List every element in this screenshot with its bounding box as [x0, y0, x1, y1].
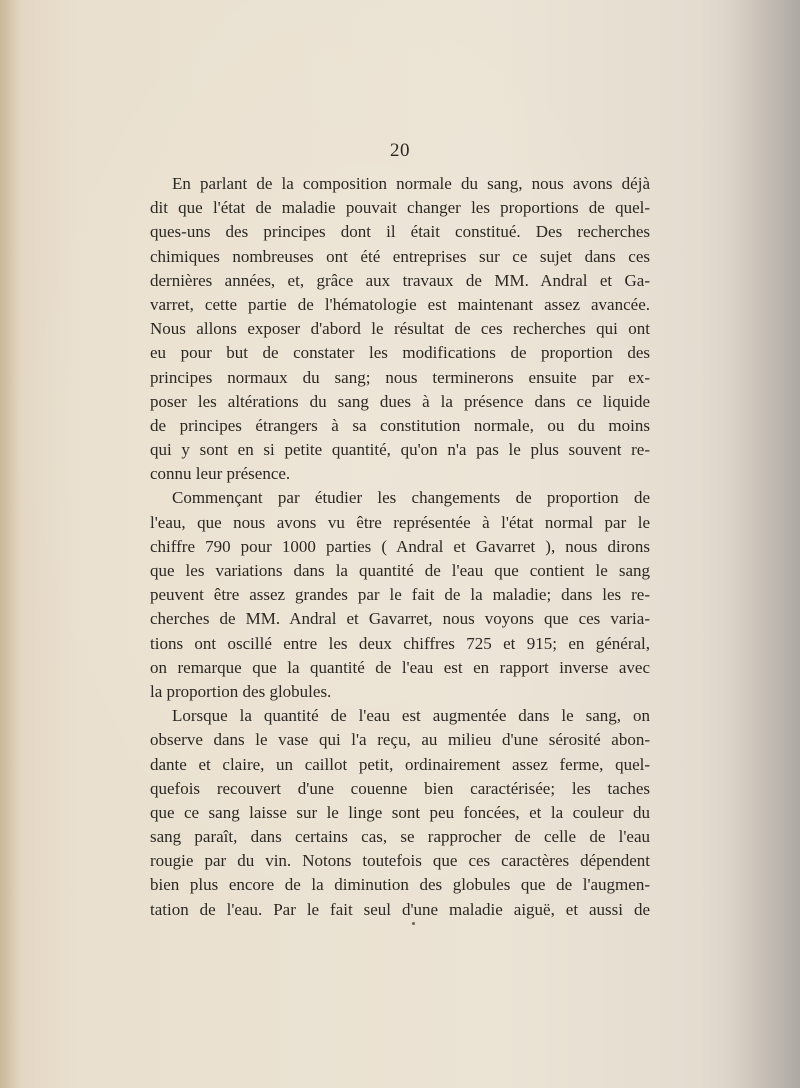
text-line: principes normaux du sang; nous terminerons ensuite par ex- [150, 367, 650, 387]
text-line: dit que l'état de maladie pouvait changer les proportions de quel- [150, 198, 650, 218]
text-line: rougie par du vin. Notons toutefois que ces caractères dépendent [150, 851, 650, 871]
page-spine-shadow [730, 0, 800, 1088]
text-line: ques-uns des principes dont il était constitué. Des recherches [150, 222, 650, 242]
text-line: Lorsque la quantité de l'eau est augmentée dans le sang, on [172, 706, 650, 726]
text-line: connu leur présence. [150, 464, 291, 484]
print-speck [412, 922, 415, 925]
text-line: sang paraît, dans certains cas, se rapprocher de celle de l'eau [150, 827, 650, 847]
text-line: En parlant de la composition normale du sang, nous avons déjà [172, 174, 650, 193]
text-line: que les variations dans la quantité de l'eau que contient le sang [150, 561, 650, 580]
text-line: quefois recouvert d'une couenne bien caractérisée; les taches [150, 778, 650, 798]
page-number: 20 [390, 140, 410, 161]
text-line: la proportion des globules. [150, 681, 332, 701]
text-line: dante et claire, un caillot petit, ordinairement assez ferme, quel- [150, 754, 650, 774]
text-line: on remarque que la quantité de l'eau est en rapport inverse avec [150, 657, 650, 677]
text-line: de principes étrangers à sa constitution normale, ou du moins [150, 415, 650, 435]
text-line: poser les altérations du sang dues à la présence dans ce liquide [150, 391, 650, 411]
text-line: chimiques nombreuses ont été entreprises sur ce sujet dans ces [150, 246, 650, 266]
text-line: eu pour but de constater les modifications de proportion des [150, 343, 650, 363]
body-text [150, 172, 650, 922]
text-line: Nous allons exposer d'abord le résultat de ces recherches qui ont [150, 319, 650, 339]
page-left-edge [0, 0, 22, 1088]
text-line: varret, cette partie de l'hématologie est maintenant assez avancée. [150, 294, 650, 314]
text-line: dernières années, et, grâce aux travaux de MM. Andral et Ga- [150, 270, 650, 290]
text-line: peuvent être assez grandes par le fait de la maladie; dans les re- [150, 585, 650, 605]
text-line: que ce sang laisse sur le linge sont peu foncées, et la couleur du [150, 802, 650, 822]
text-line: cherches de MM. Andral et Gavarret, nous voyons que ces varia- [150, 609, 650, 629]
text-line: observe dans le vase qui l'a reçu, au milieu d'une sérosité abon- [150, 730, 650, 750]
text-line: Commençant par étudier les changements de proportion de [172, 488, 650, 508]
text-line: bien plus encore de la diminution des globules que de l'augmen- [150, 875, 650, 895]
text-line: qui y sont en si petite quantité, qu'on n'a pas le plus souvent re- [150, 440, 650, 460]
text-line: tions ont oscillé entre les deux chiffres 725 et 915; en général, [150, 633, 650, 653]
text-line: l'eau, que nous avons vu être représentée à l'état normal par le [150, 512, 650, 532]
text-line: tation de l'eau. Par le fait seul d'une maladie aiguë, et aussi de [150, 899, 650, 919]
text-line: chiffre 790 pour 1000 parties ( Andral et Gavarret ), nous dirons [150, 536, 650, 556]
